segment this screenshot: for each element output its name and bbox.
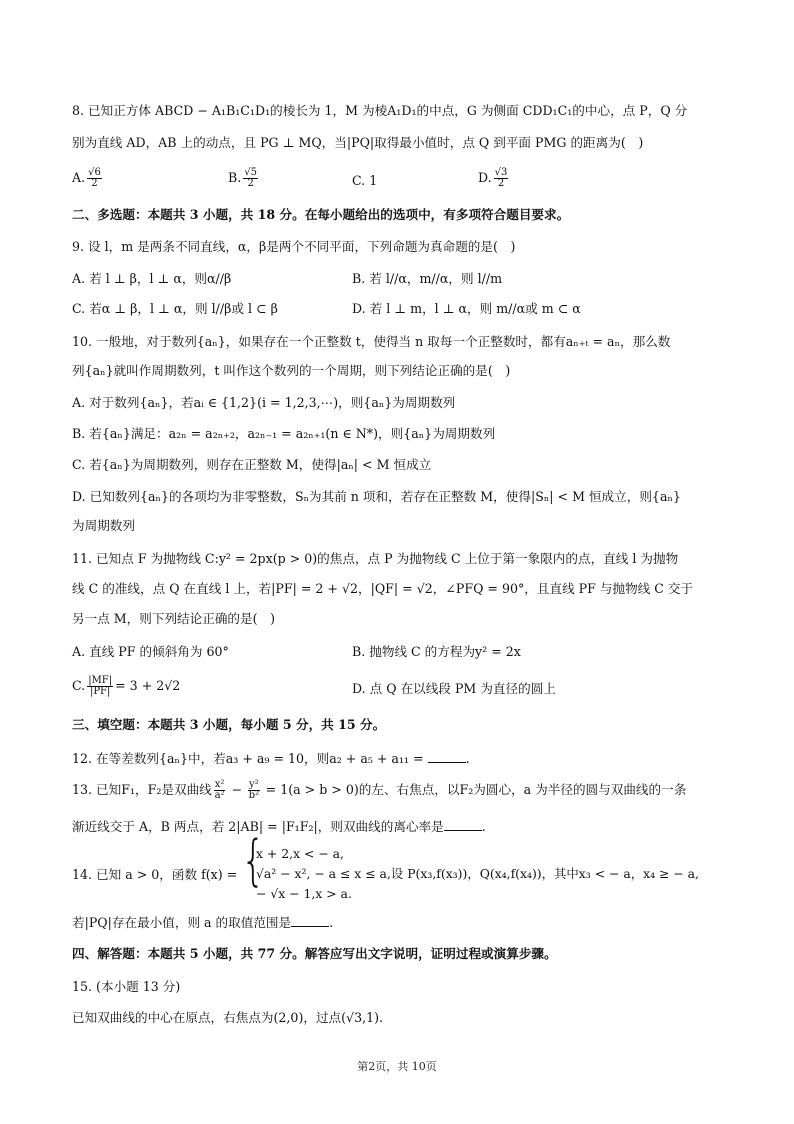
q8-line2: 别为直线 AD，AB 上的动点，且 PG ⊥ MQ，当|PQ|取得最小值时，点 Q 到平面 PMG 的距离为( )	[72, 135, 644, 150]
q8-option-a: A. $\frac{√6}{2}$	[72, 167, 101, 189]
q9-option-c: C. 若α ⊥ β，l ⊥ α，则 l//β或 l ⊂ β	[72, 301, 278, 316]
q8-option-c: C. 1	[352, 173, 378, 188]
q11-line2: 线 C 的准线，点 Q 在直线 l 上，若|PF| = 2 + √2，|QF| = √2，∠PFQ = 90°，且直线 PF 与抛物线 C 交于	[72, 581, 694, 596]
q8-option-b: B. $\frac{√5}{2}$	[228, 167, 257, 189]
q10-line2: 列{aₙ}就叫作周期数列，t 叫作这个数列的一个周期，则下列结论正确的是( )	[72, 363, 511, 378]
q14-piece-1: x + 2,x < − a,	[256, 846, 344, 861]
q14-answer-blank[interactable]	[291, 914, 329, 927]
q10-option-a: A. 对于数列{aₙ}，若aᵢ ∈ {1,2}(i = 1,2,3,⋯)，则{aₙ}为周期数列	[72, 395, 456, 410]
q9-stem: 9. 设 l，m 是两条不同直线，α，β是两个不同平面，下列命题为真命题的是( )	[72, 239, 516, 254]
q15-heading: 15. (本小题 13 分)	[72, 979, 181, 994]
q10-line1: 10. 一般地，对于数列{aₙ}，如果存在一个正整数 t，使得当 n 取每一个正整数时，都有aₙ₊ₜ = aₙ，那么数	[72, 334, 671, 349]
q9-option-b: B. 若 l//α，m//α，则 l//m	[352, 271, 503, 286]
q10-option-b: B. 若{aₙ}满足：a₂ₙ = a₂ₙ₊₂，a₂ₙ₋₁ = a₂ₙ₊₁(n ∈ N*)，则{aₙ}为周期数列	[72, 426, 496, 441]
q13-line1: 13. 已知F₁，F₂是双曲线 $\frac{\text{x²}}{\text{a²}}$ − $\frac{\text{y²}}{\text{b²}}$ = 1(a > b > 0)的左、右焦点，以F₂为圆心，a 为半径的圆与双曲线的一条	[72, 779, 687, 801]
q9-option-a: A. 若 l ⊥ β，l ⊥ α，则α//β	[72, 271, 232, 286]
q11-option-b: B. 抛物线 C 的方程为y² = 2x	[352, 644, 521, 659]
q9-option-d: D. 若 l ⊥ m，l ⊥ α，则 m//α或 m ⊂ α	[352, 301, 581, 316]
q13-line2: 渐近线交于 A，B 两点，若 2|AB| = |F₁F₂|，则双曲线的离心率是 .	[72, 819, 486, 834]
q12-answer-blank[interactable]	[428, 750, 466, 763]
q10-option-d-line2: 为周期数列	[72, 518, 135, 533]
q10-option-d-line1: D. 已知数列{aₙ}的各项均为非零整数，Sₙ为其前 n 项和，若存在正整数 M，使得|Sₙ| < M 恒成立，则{aₙ}	[72, 489, 681, 504]
q11-line1: 11. 已知点 F 为抛物线 C:y² = 2px(p > 0)的焦点，点 P 为抛物线 C 上位于第一象限内的点，直线 l 为抛物	[72, 551, 679, 566]
q14-line2: 若|PQ|存在最小值，则 a 的取值范围是 .	[72, 915, 334, 930]
piecewise-brace: {	[241, 829, 266, 892]
q8-line1: 8. 已知正方体 ABCD − A₁B₁C₁D₁的棱长为 1，M 为棱A₁D₁的中点，G 为侧面 CDD₁C₁的中心，点 P，Q 分	[72, 103, 688, 118]
section-4-heading: 四、解答题：本题共 5 小题，共 77 分。解答应写出文字说明，证明过程或演算步骤。	[72, 946, 557, 961]
page-footer: 第2页，共 10页	[357, 1060, 437, 1073]
q14-lead: 14. 已知 a > 0，函数 f(x) =	[72, 867, 238, 882]
section-2-heading: 二、多选题：本题共 3 小题，共 18 分。在每小题给出的选项中，有多项符合题目要求。	[72, 207, 570, 222]
section-3-heading: 三、填空题：本题共 3 小题，每小题 5 分，共 15 分。	[72, 717, 386, 732]
q14-piece-3: − √x − 1,x > a.	[256, 886, 352, 901]
q11-option-d: D. 点 Q 在以线段 PM 为直径的圆上	[352, 681, 556, 696]
q11-line3: 另一点 M，则下列结论正确的是( )	[72, 611, 276, 626]
q14-piece-2: √a² − x², − a ≤ x ≤ a,设 P(x₃,f(x₃))，Q(x₄,f(x₄))，其中x₃ < − a，x₄ ≥ − a,	[256, 866, 699, 881]
q15-body: 已知双曲线的中心在原点，右焦点为(2,0)，过点(√3,1).	[72, 1010, 384, 1025]
q11-option-a: A. 直线 PF 的倾斜角为 60°	[72, 644, 229, 659]
q12-stem: 12. 在等差数列{aₙ}中，若a₃ + a₉ = 10，则a₂ + a₅ + a₁₁ = .	[72, 751, 470, 766]
q8-option-d: D. $\frac{√3}{2}$	[478, 167, 508, 189]
q11-option-c: C. $\frac{|MF|}{|PF|}$ = 3 + 2√2	[72, 675, 181, 697]
q10-option-c: C. 若{aₙ}为周期数列，则存在正整数 M，使得|aₙ| < M 恒成立	[72, 457, 432, 472]
q13-answer-blank[interactable]	[444, 818, 482, 831]
